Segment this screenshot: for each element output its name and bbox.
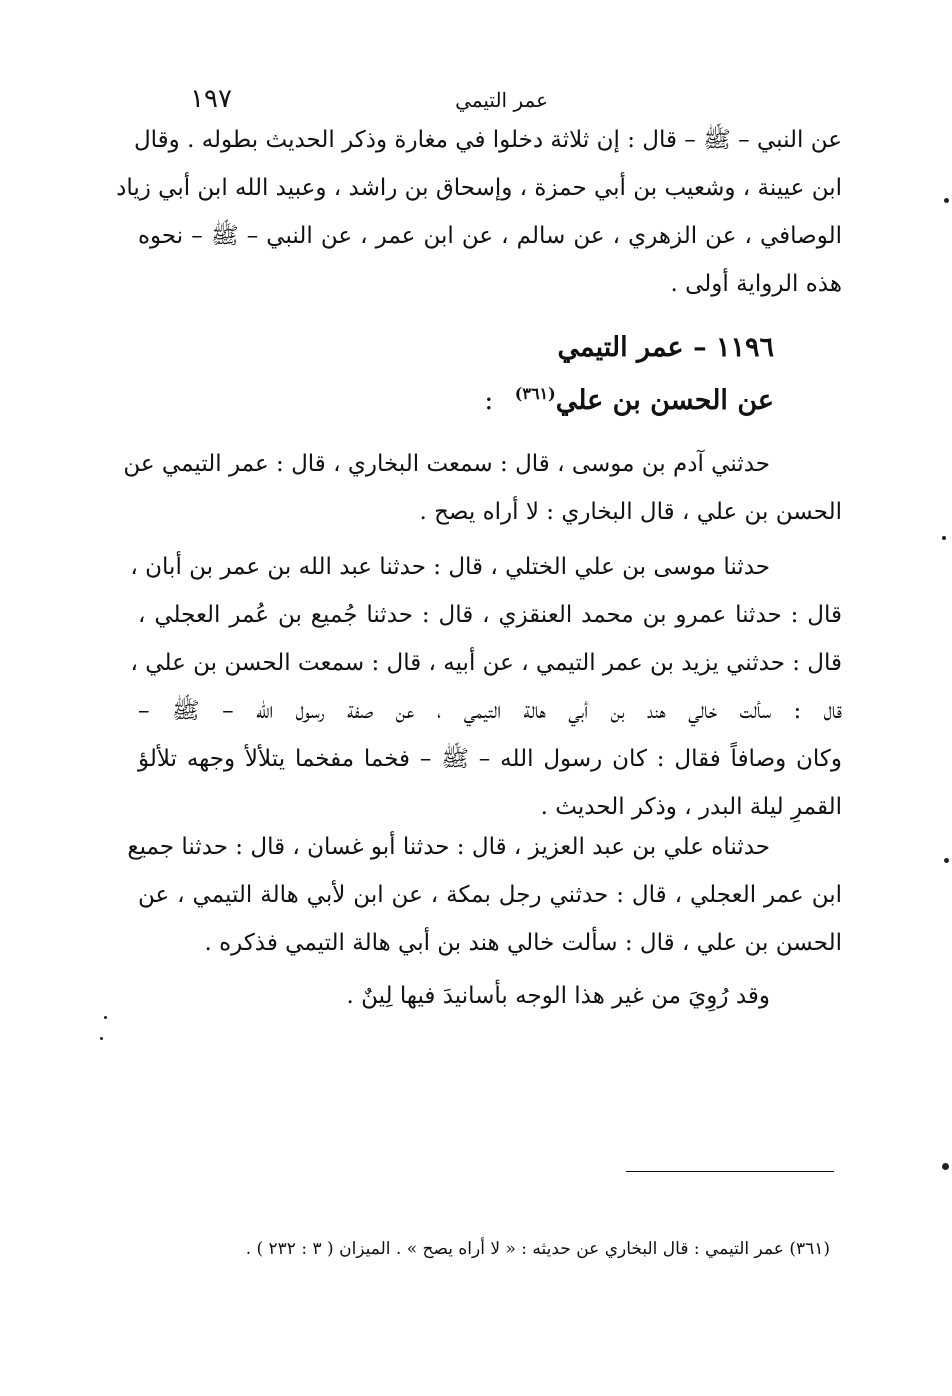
- footnote-reference: (٣٦١): [514, 384, 556, 403]
- text-line: حدثناه علي بن عبد العزيز ، قال : حدثنا أبو غسان ، قال : حدثنا جميع: [127, 834, 770, 860]
- text-line: الوصافي ، عن الزهري ، عن سالم ، عن ابن عمر ، عن النبي – ﷺ – نحوه: [138, 223, 842, 249]
- entry-number: ١١٩٦: [715, 332, 774, 363]
- subheading-text: عن الحسن بن علي: [555, 385, 774, 416]
- paragraph: [138, 972, 842, 1020]
- entry-subheading: [484, 384, 774, 416]
- text-line: قال : سألت خالي هند بن أبي هالة التيمي ، عن صفة رسول الله – ﷺ –: [138, 698, 842, 724]
- page-number: ١٩٧: [190, 84, 232, 114]
- text-line: الحسن بن علي ، قال : سألت خالي هند بن أبي هالة التيمي فذكره .: [204, 930, 842, 956]
- scan-speck: [942, 1163, 949, 1170]
- scan-speck: [942, 536, 946, 540]
- text-line: عن النبي – ﷺ – قال : إن ثلاثة دخلوا في مغارة وذكر الحديث بطوله . وقال: [133, 127, 842, 153]
- entry-heading: [558, 332, 774, 363]
- text-line: وقد رُوِيَ من غير هذا الوجه بأسانيدَ فيها لِينٌ .: [346, 983, 770, 1009]
- scan-speck: [944, 198, 949, 203]
- text-line: القمرِ ليلة البدر ، وذكر الحديث .: [540, 794, 842, 820]
- running-header: [140, 84, 840, 118]
- paragraph: [127, 823, 842, 967]
- paragraph: [130, 543, 842, 831]
- text-line: ابن عيينة ، وشعيب بن أبي حمزة ، وإسحاق بن راشد ، وعبيد الله ابن أبي زياد: [116, 175, 842, 201]
- scan-speck: [100, 1037, 103, 1040]
- text-line: حدثني آدم بن موسى ، قال : سمعت البخاري ، قال : عمر التيمي عن: [123, 451, 770, 477]
- text-line: وكان وصافاً فقال : كان رسول الله – ﷺ – فخما مفخما يتلألأ وجهه تلألؤ: [138, 746, 842, 772]
- text-line: قال : حدثنا عمرو بن محمد العنقزي ، قال : حدثنا جُميع بن عُمر العجلي ،: [138, 602, 842, 628]
- text-line: هذه الرواية أولى .: [670, 271, 842, 297]
- text-line: حدثنا موسى بن علي الختلي ، قال : حدثنا عبد الله بن عمر بن أبان ،: [130, 554, 770, 580]
- text-line: الحسن بن علي ، قال البخاري : لا أراه يصح .: [419, 499, 842, 525]
- paragraph-continuation: [116, 116, 842, 308]
- paragraph: [123, 440, 842, 536]
- scan-speck: [104, 1016, 107, 1019]
- entry-dash: –: [693, 332, 707, 363]
- scan-speck: [944, 858, 949, 863]
- running-title: عمر التيمي: [455, 88, 548, 112]
- footnote-divider: [626, 1171, 834, 1172]
- subheading-colon: :: [484, 385, 494, 416]
- text-line: ابن عمر العجلي ، قال : حدثني رجل بمكة ، عن ابن لأبي هالة التيمي ، عن: [138, 882, 842, 908]
- footnote: (٣٦١) عمر التيمي : قال البخاري عن حديثه : « لا أراه يصح » . الميزان ( ٣ : ٢٣٢ ) .: [245, 1239, 830, 1259]
- entry-name: عمر التيمي: [557, 332, 684, 363]
- text-line: قال : حدثني يزيد بن عمر التيمي ، عن أبيه ، قال : سمعت الحسن بن علي ،: [130, 650, 842, 676]
